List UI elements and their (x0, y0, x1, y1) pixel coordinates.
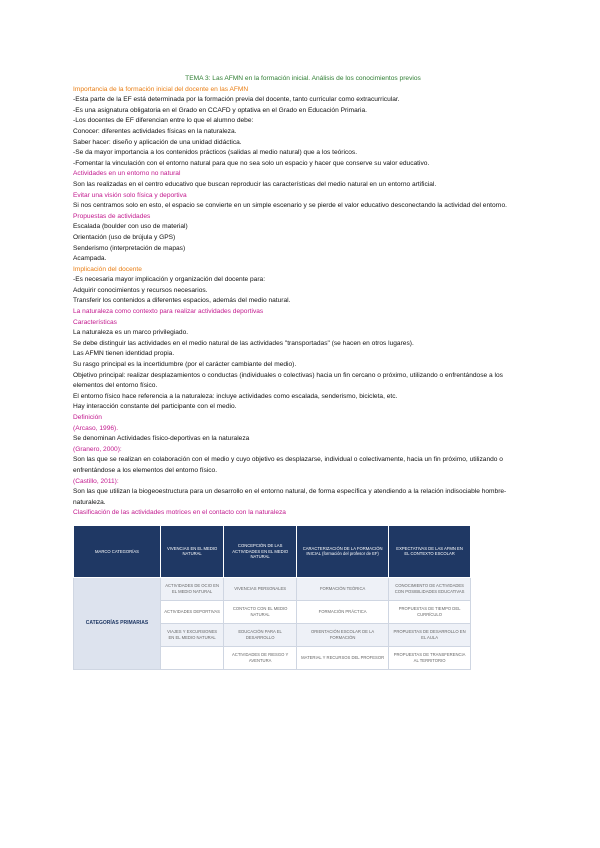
paragraph-line: Senderismo (interpretación de mapas) (73, 244, 186, 252)
section-heading: (Granero, 2000): (73, 445, 122, 453)
table-header-row (74, 525, 471, 577)
table-cell: ACTIVIDADES DE RIESGO Y AVENTURA (224, 646, 297, 669)
table-cell: ORIENTACIÓN ESCOLAR DE LA FORMACIÓN (297, 623, 389, 646)
table-cell: EDUCACIÓN PARA EL DESARROLLO (224, 623, 297, 646)
table-cell: FORMACIÓN TEÓRICA (297, 577, 389, 600)
table-cell: ACTIVIDADES DE OCIO EN EL MEDIO NATURAL (161, 577, 224, 600)
section-heading: (Arcaso, 1996). (73, 424, 119, 432)
paragraph-line: La naturaleza es un marco privilegiado. (73, 329, 189, 337)
paragraph-line: Su rasgo principal es la incertidumbre (por el carácter cambiante del medio). (73, 361, 297, 369)
table-cell: PROPUESTAS DE TRANSFERENCIA AL TERRITORIO (389, 646, 471, 669)
table-header-cell: CARACTERIZACIÓN DE LA FORMACIÓN INICIAL (formación del profesor de EF) (297, 525, 389, 577)
document-page (73, 74, 533, 670)
table-cell: VIVENCIAS PERSONALES (224, 577, 297, 600)
paragraph-line: Hay interacción constante del participante con el medio. (73, 403, 237, 411)
table-header-cell: VIVENCIAS EN EL MEDIO NATURAL (161, 525, 224, 577)
paragraph-line: -Esta parte de la EF está determinada por la formación previa del docente, tanto curricular como extracurricular. (73, 96, 400, 104)
paragraph-line: Si nos centramos solo en esto, el espacio se convierte en un simple escenario y se pierde el valor educativo desconectando la actividad del entorno. (73, 202, 507, 210)
table-cell: PROPUESTAS DE TIEMPO DEL CURRÍCULO (389, 600, 471, 623)
paragraph-line: Orientación (uso de brújula y GPS) (73, 233, 176, 241)
table-header-cell: CONCEPCIÓN DE LAS ACTIVIDADES EN EL MEDIO NATURAL (224, 525, 297, 577)
paragraph-line: Acampada. (73, 255, 107, 263)
table-cell: CONTACTO CON EL MEDIO NATURAL (224, 600, 297, 623)
section-heading: Clasificación de las actividades motrices en el contacto con la naturaleza (73, 509, 286, 517)
paragraph-line: El entorno físico hace referencia a la naturaleza: incluye actividades como escalada, senderismo, bicicleta, etc. (73, 392, 398, 400)
paragraph-line: -Se da mayor importancia a los contenidos prácticos (salidas al medio natural) que a los teóricos. (73, 149, 358, 157)
table-cell: CONOCIMIENTO DE ACTIVIDADES CON POSIBILIDADES EDUCATIVAS (389, 577, 471, 600)
paragraph-line: Conocer: diferentes actividades físicas en la naturaleza. (73, 127, 237, 135)
section-heading: La naturaleza como contexto para realizar actividades deportivas (73, 308, 264, 316)
table-cell (161, 646, 224, 669)
table-cell: VIAJES Y EXCURSIONES EN EL MEDIO NATURAL (161, 623, 224, 646)
section-heading: Importancia de la formación inicial del docente en las AFMN (73, 85, 249, 93)
paragraph-line: Transferir los contenidos a diferentes espacios, además del medio natural. (73, 297, 291, 305)
paragraph-line: Escalada (boulder con uso de material) (73, 223, 188, 231)
table-header-cell: EXPECTATIVAS DE LAS AFMN EN EL CONTEXTO ESCOLAR (389, 525, 471, 577)
category-cell: CATEGORÍAS PRIMARIAS (74, 577, 161, 669)
table-cell: MATERIAL Y RECURSOS DEL PROFESOR (297, 646, 389, 669)
section-heading: Evitar una visión solo física y deportiva (73, 191, 187, 199)
paragraph-line: Son las que utilizan la biogeoestructura para un desarrollo en el entorno natural, de forma específica y atendiendo a la relación indisociable hombre-naturaleza. (73, 488, 507, 506)
table-cell: PROPUESTAS DE DESARROLLO EN EL AULA (389, 623, 471, 646)
section-heading: Definición (73, 414, 102, 421)
paragraph-line: -Los docentes de EF diferencian entre lo que el alumno debe: (73, 117, 254, 125)
table-cell: FORMACIÓN PRÁCTICA (297, 600, 389, 623)
table-cell: ACTIVIDADES DEPORTIVAS (161, 600, 224, 623)
paragraph-line: Son las realizadas en el centro educativo que buscan reproducir las características del medio natural en un entorno artificial. (73, 180, 437, 188)
paragraph-line: Adquirir conocimientos y recursos necesarios. (73, 286, 208, 294)
classification-table (73, 525, 471, 670)
section-heading: Características (73, 318, 117, 326)
paragraph-line: -Fomentar la vinculación con el entorno natural para que no sea solo un espacio y hacer que conserve su valor educativo. (73, 159, 430, 167)
section-heading: (Castillo, 2011): (73, 477, 119, 485)
section-heading: Propuestas de actividades (73, 212, 151, 220)
paragraph-line: Objetivo principal: realizar desplazamientos o conductas (individuales o colectivas) hacia un fin cercano o próximo, utilizando o enfrentándose a los elementos del entorno físico. (73, 371, 503, 390)
paragraph-line: Se debe distinguir las actividades en el medio natural de las actividades "transportadas" (se hacen en otros lugares). (73, 339, 414, 347)
document-title: TEMA 3: Las AFMN en la formación inicial. Análisis de los conocimientos previos (185, 75, 421, 82)
document-body (73, 85, 533, 519)
table-header-cell: MARCO CATEGORÍAS (74, 525, 161, 577)
paragraph-line: -Es necesaria mayor implicación y organización del docente para: (73, 276, 266, 284)
paragraph-line: Las AFMN tienen identidad propia. (73, 350, 175, 358)
section-heading: Implicación del docente (73, 265, 142, 273)
table-row (74, 577, 471, 600)
paragraph-line: Son las que se realizan en colaboración con el medio y cuyo objetivo es desplazarse, individual o colectivamente, hacia un fin próximo, utilizando o enfrentándose a los elementos del entorno físico. (73, 456, 503, 474)
paragraph-line: Saber hacer: diseño y aplicación de una unidad didáctica. (73, 138, 242, 146)
paragraph-line: Se denominan Actividades físico-deportivas en la naturaleza (73, 435, 250, 443)
paragraph-line: -Es una asignatura obligatoria en el Grado en CCAFD y optativa en el Grado en Educación Primaria. (73, 106, 367, 114)
section-heading: Actividades en un entorno no natural (73, 170, 181, 178)
